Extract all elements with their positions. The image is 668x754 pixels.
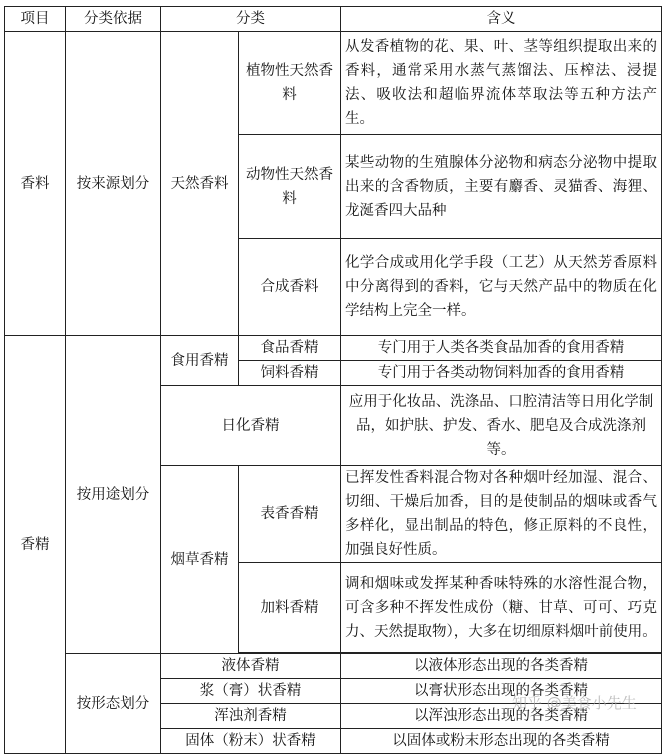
item-flavor: 香料 — [5, 32, 66, 336]
basis-source: 按来源划分 — [66, 32, 161, 336]
definition-animal: 某些动物的生殖腺体分泌物和病态分泌物中提取出来的含香物质，主要有麝香、灵猫香、海狸、龙涎香四大品种 — [341, 135, 662, 239]
header-basis: 分类依据 — [66, 7, 161, 32]
item-essence: 香精 — [5, 336, 66, 754]
header-meaning: 含义 — [341, 7, 662, 32]
table-row — [5, 654, 662, 679]
category-solid: 固体（粉末）状香精 — [161, 729, 341, 754]
category-paste: 浆（膏）状香精 — [161, 679, 341, 704]
group-natural: 天然香料 — [161, 32, 239, 336]
category-liquid: 液体香精 — [161, 654, 341, 679]
header-row — [5, 7, 662, 32]
category-animal: 动物性天然香料 — [239, 135, 341, 239]
basis-use: 按用途划分 — [66, 336, 161, 654]
category-daily: 日化香精 — [161, 386, 341, 466]
definition-liquid: 以液体形态出现的各类香精 — [341, 654, 662, 679]
watermark: 知乎 @美食小先生 — [512, 694, 637, 712]
definition-surface: 已挥发性香料混合物对各种烟叶经加湿、混合、切细、干燥后加香，目的是使制品的烟味或香气多样化，显出制品的特色，修正原料的不良性，加强良好性质。 — [341, 466, 662, 563]
table-row — [5, 32, 662, 135]
definition-daily: 应用于化妆品、洗涤品、口腔清洁等日用化学制品，如护肤、护发、香水、肥皂及合成洗涤剂等。 — [341, 386, 662, 466]
definition-solid: 以固体或粉末形态出现的各类香精 — [341, 729, 662, 754]
category-emulsion: 浑浊剂香精 — [161, 704, 341, 729]
definition-emulsion: 以浑浊形态出现的各类香精 — [341, 704, 662, 729]
definition-paste: 以膏状形态出现的各类香精 — [341, 679, 662, 704]
definition-feed: 专门用于各类动物饲料加香的食用香精 — [341, 361, 662, 386]
category-plant: 植物性天然香料 — [239, 32, 341, 135]
definition-plant: 从发香植物的花、果、叶、茎等组织提取出来的香料，通常采用水蒸气蒸馏法、压榨法、浸提法、吸收法和超临界流体萃取法等五种方法产生。 — [341, 32, 662, 135]
category-feed: 饲料香精 — [239, 361, 341, 386]
category-synthetic: 合成香料 — [239, 239, 341, 336]
definition-synthetic: 化学合成或用化学手段（工艺）从天然芳香原料中分离得到的香料，它与天然产品中的物质在化学结构上完全一样。 — [341, 239, 662, 336]
definition-casing: 调和烟味或发挥某种香味特殊的水溶性混合物，可含多种不挥发性成份（糖、甘草、可可、巧克力、天然提取物），大多在切细原料烟叶前使用。 — [341, 563, 662, 653]
group-food: 食用香精 — [161, 336, 239, 386]
classification-table — [4, 6, 662, 754]
group-tobacco: 烟草香精 — [161, 466, 239, 654]
category-casing: 加料香精 — [239, 563, 341, 653]
basis-form: 按形态划分 — [66, 654, 161, 754]
header-category: 分类 — [161, 7, 341, 32]
category-surface: 表香香精 — [239, 466, 341, 563]
header-item: 项目 — [5, 7, 66, 32]
table-row — [5, 336, 662, 361]
definition-food: 专门用于人类各类食品加香的食用香精 — [341, 336, 662, 361]
category-food: 食品香精 — [239, 336, 341, 361]
